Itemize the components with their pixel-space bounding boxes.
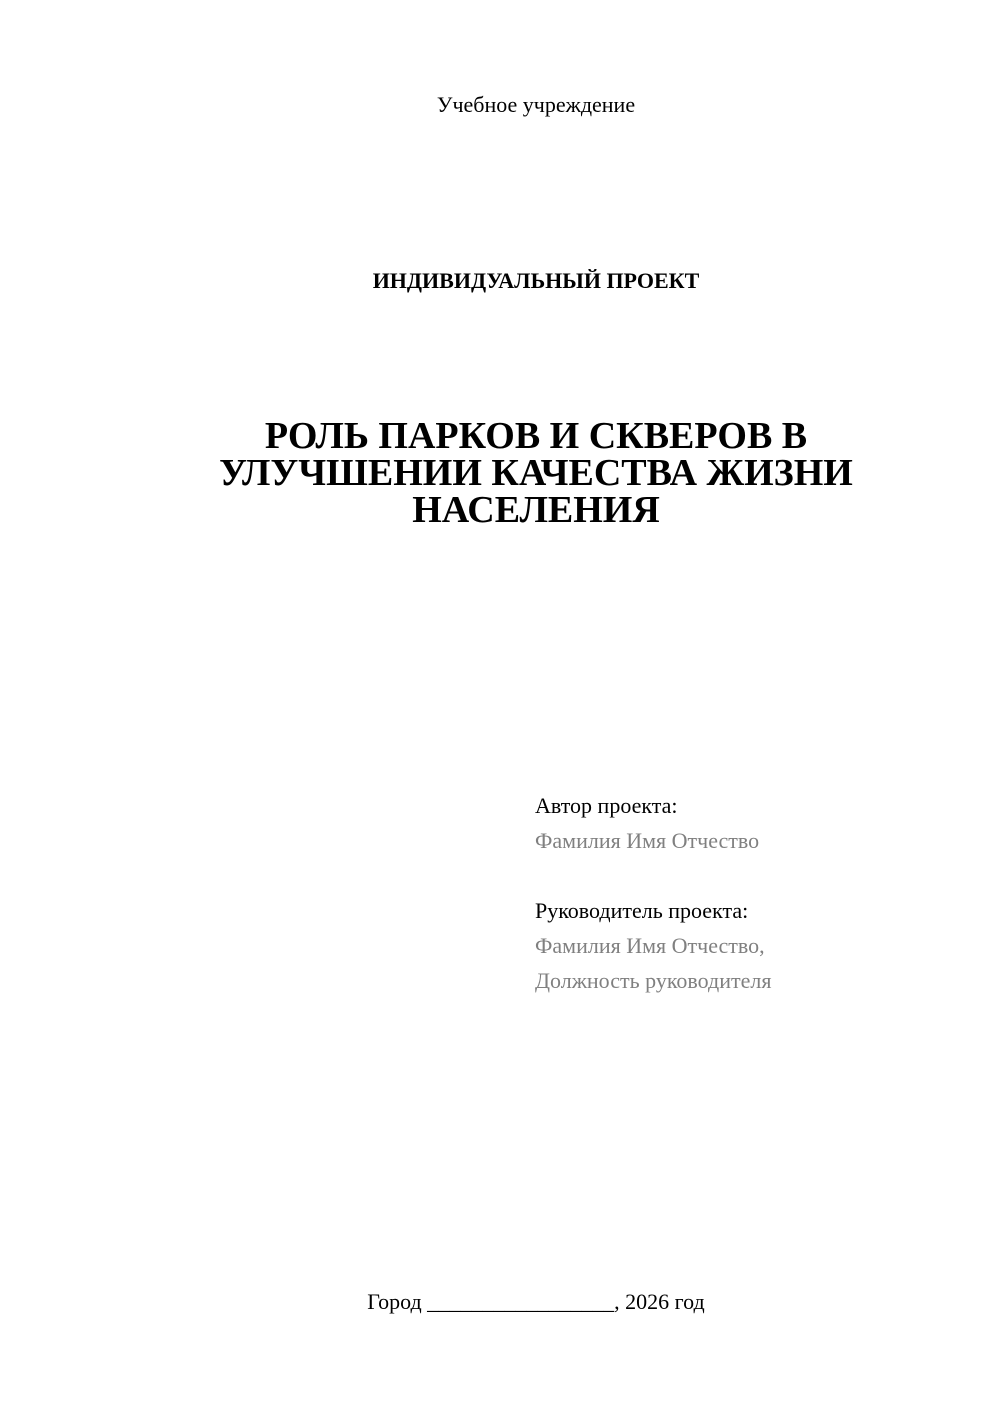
project-title-line: НАСЕЛЕНИЯ (412, 489, 660, 531)
supervisor-name: Фамилия Имя Отчество, (535, 933, 765, 958)
supervisor-label: Руководитель проекта: (535, 898, 749, 923)
spacer (535, 858, 771, 893)
author-label: Автор проекта: (535, 793, 678, 818)
project-title (0, 415, 1000, 531)
city-year-line: Город _________________, 2026 год (367, 1289, 705, 1314)
credits-block (535, 788, 771, 998)
author-name: Фамилия Имя Отчество (535, 828, 760, 853)
supervisor-position: Должность руководителя (535, 968, 772, 993)
project-title-line: УЛУЧШЕНИИ КАЧЕСТВА ЖИЗНИ (219, 452, 853, 494)
project-title-line: РОЛЬ ПАРКОВ И СКВЕРОВ В (264, 415, 808, 457)
document-type: ИНДИВИДУАЛЬНЫЙ ПРОЕКТ (372, 268, 700, 293)
institution-name: Учебное учреждение (436, 92, 636, 117)
